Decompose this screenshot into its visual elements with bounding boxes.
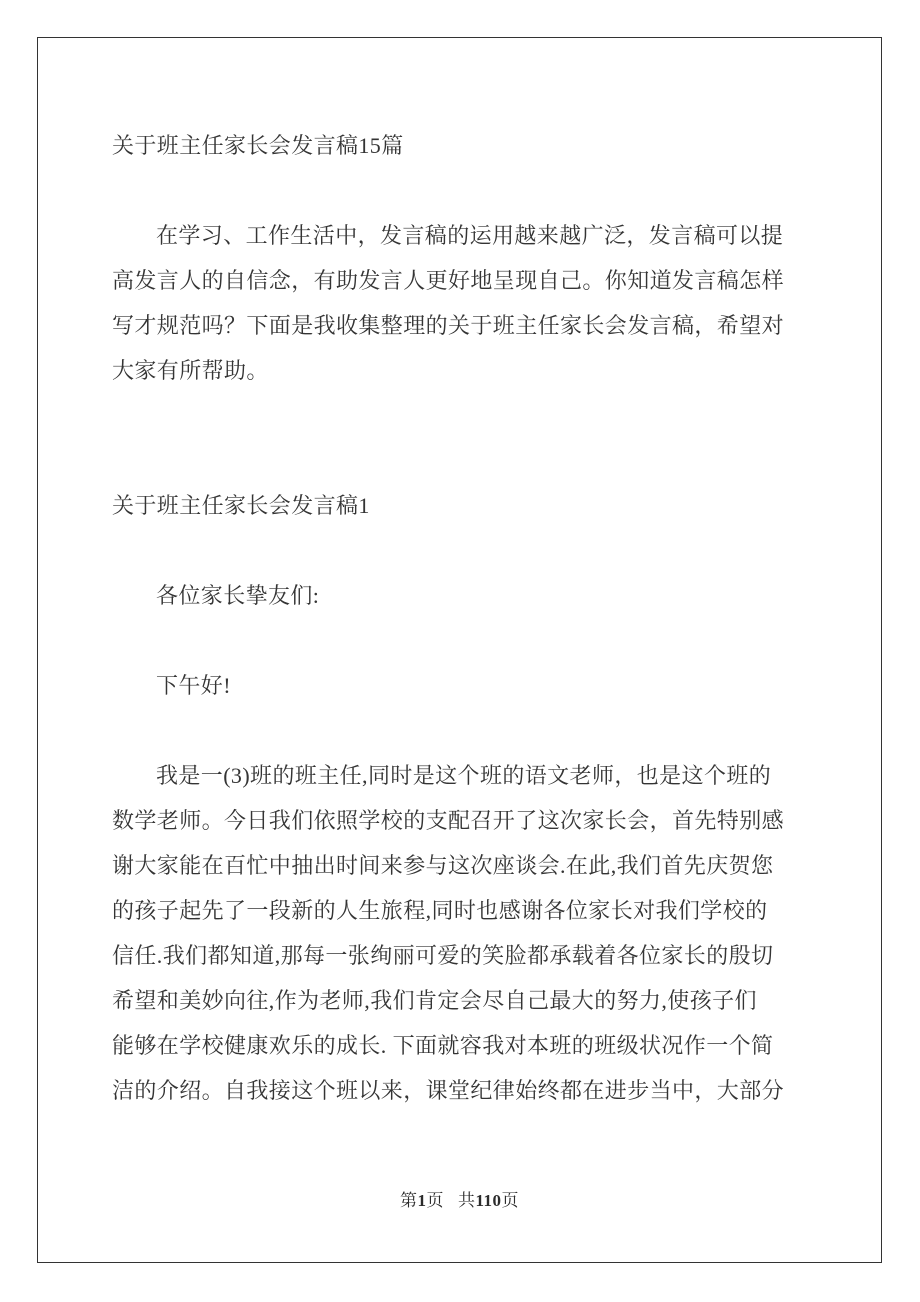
intro-paragraph [112,213,822,393]
page-footer [38,1186,881,1211]
spacer [112,618,822,663]
body-paragraph-line: 能够在学校健康欢乐的成长. 下面就容我对本班的班级状况作一个简 [112,1033,774,1058]
section-heading: 关于班主任家长会发言稿1 [112,493,370,518]
greeting-line: 下午好! [156,673,231,698]
body-paragraph-line: 数学老师。今日我们依照学校的支配召开了这次家长会，首先特别感 [112,808,785,833]
footer-page-unit: 页 [426,1191,444,1210]
document-page-sheet [37,37,882,1263]
footer-page-prefix: 第 [399,1191,418,1210]
footer-total-prefix: 共 [457,1191,476,1210]
body-paragraph-line: 的孩子起先了一段新的人生旅程,同时也感谢各位家长对我们学校的 [112,898,768,923]
body-paragraph-line: 我是一(3)班的班主任,同时是这个班的语文老师，也是这个班的 [156,763,772,788]
intro-paragraph-line: 写才规范吗？下面是我收集整理的关于班主任家长会发言稿，希望对 [112,313,785,338]
spacer [112,168,822,213]
body-paragraph-line: 谢大家能在百忙中抽出时间来参与这次座谈会.在此,我们首先庆贺您 [112,853,774,878]
intro-paragraph-line: 高发言人的自信念，有助发言人更好地呈现自己。你知道发言稿怎样 [112,268,785,293]
body-paragraph-line: 希望和美妙向往,作为老师,我们肯定会尽自己最大的努力,使孩子们 [112,988,757,1013]
spacer [112,393,822,483]
document-title: 关于班主任家长会发言稿15篇 [112,133,404,158]
body-paragraph-line: 信任.我们都知道,那每一张绚丽可爱的笑脸都承载着各位家长的殷切 [112,943,774,968]
footer-total-unit: 页 [501,1191,520,1210]
body-paragraph-line: 洁的介绍。自我接这个班以来，课堂纪律始终都在进步当中，大部分 [112,1078,785,1103]
spacer [112,528,822,573]
footer-page-number: 1 [417,1191,427,1210]
footer-total-pages: 110 [475,1191,502,1210]
salutation-line: 各位家长挚友们: [156,583,320,608]
document-text-column [112,123,822,1113]
spacer [112,708,822,753]
intro-paragraph-line: 大家有所帮助。 [112,358,269,383]
intro-paragraph-line: 在学习、工作生活中，发言稿的运用越来越广泛，发言稿可以提 [156,223,784,248]
body-paragraph [112,753,822,1113]
